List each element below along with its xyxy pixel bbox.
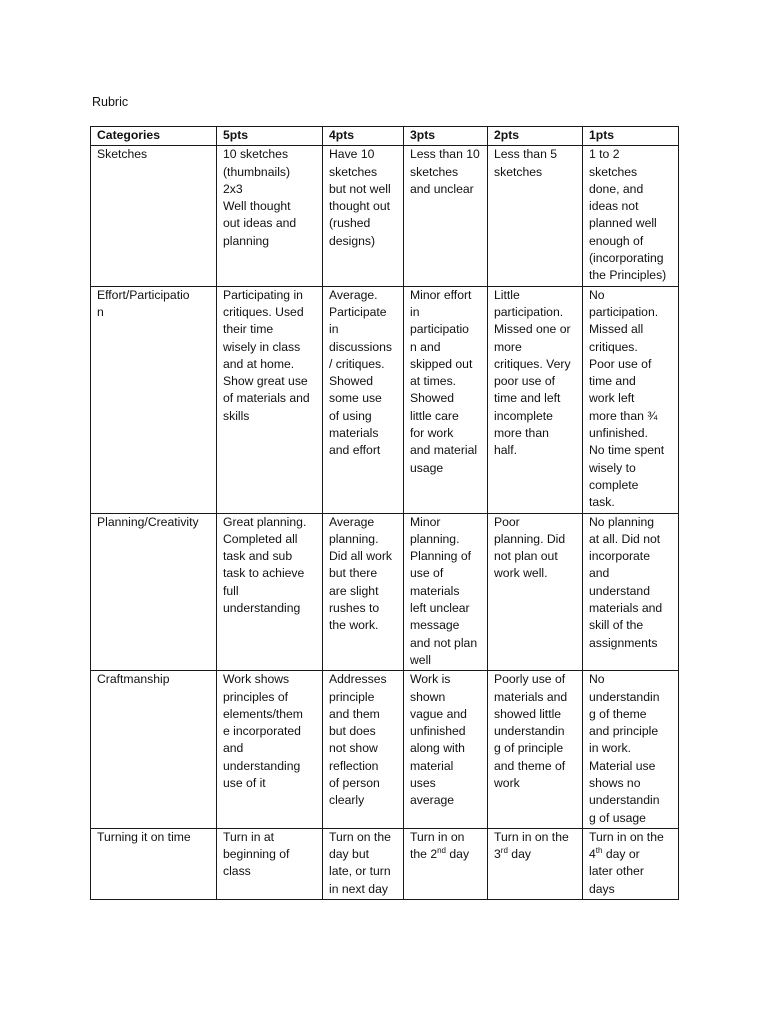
score-cell (488, 671, 583, 829)
cell-text-tail: day or later other days (589, 847, 644, 896)
score-cell (583, 513, 679, 671)
cell-text-tail: day (507, 847, 531, 862)
score-cell (488, 828, 583, 899)
category-cell (91, 286, 217, 513)
header-row (91, 127, 679, 146)
rubric-table (90, 126, 679, 900)
score-cell (323, 828, 404, 899)
cell-text: Minor planning. Planning of use of materials left unclear message and not plan well (410, 514, 478, 667)
score-cell (323, 286, 404, 513)
cell-text: Little participation. Missed one or more critiques. Very poor use of time and left incomplete more than half. (494, 287, 571, 458)
score-cell (404, 513, 488, 671)
score-cell (583, 146, 679, 286)
ordinal-suffix: rd (500, 846, 508, 856)
cell-text: Less than 10 sketches and unclear (410, 147, 480, 196)
score-cell (323, 146, 404, 286)
cell-text: No planning at all. Did not incorporate and understand materials and skill of the assignments (589, 514, 663, 650)
table-row (91, 828, 679, 899)
cell-text: 1 to 2 sketches done, and ideas not planned well enough of (incorporating the Principles) (589, 147, 667, 283)
table-row (91, 671, 679, 829)
score-cell (323, 671, 404, 829)
header-4pts: 4pts (323, 127, 404, 146)
page-title: Rubric (92, 95, 129, 109)
cell-text: No participation. Missed all critiques. Poor use of time and work left more than ¾ unfinished. No time spent wisely to complete task. (589, 287, 665, 510)
cell-text: Average. Participate in discussions / critiques. Showed some use of using materials and effort (329, 287, 392, 458)
category-label: Effort/Participatio n (97, 287, 190, 319)
header-5pts: 5pts (217, 127, 323, 146)
score-cell (217, 828, 323, 899)
table-row (91, 513, 679, 671)
cell-text: Less than 5 sketches (494, 147, 558, 179)
category-cell (91, 146, 217, 286)
score-cell (583, 286, 679, 513)
cell-text: Turn in at beginning of class (223, 829, 290, 879)
cell-text: Participating in critiques. Used their time wisely in class and at home. Show great use of materials and skills (223, 287, 310, 423)
cell-text: Turn in on the 3 (494, 829, 569, 862)
cell-text: Poorly use of materials and showed little understandin g of principle and theme of work (494, 672, 568, 790)
score-cell (583, 671, 679, 829)
score-cell (323, 513, 404, 671)
category-cell (91, 513, 217, 671)
score-cell (488, 146, 583, 286)
score-cell (217, 513, 323, 671)
cell-text: Have 10 sketches but not well thought out (rushed designs) (329, 147, 391, 248)
cell-text: Poor planning. Did not plan out work well. (494, 514, 566, 581)
cell-text: Minor effort in participatio n and skipped out at times. Showed little care for work and material usage (410, 287, 478, 475)
cell-text: Turn on the day but late, or turn in next day (329, 829, 391, 896)
score-cell (217, 286, 323, 513)
score-cell (583, 828, 679, 899)
cell-text: Work is shown vague and unfinished along with material uses average (410, 672, 467, 808)
cell-text-tail: day (446, 847, 470, 862)
cell-text: 10 sketches (thumbnails) 2x3 Well thought out ideas and planning (223, 147, 297, 248)
ordinal-suffix: th (595, 846, 603, 856)
score-cell (404, 286, 488, 513)
cell-text: Work shows principles of elements/them e incorporated and understanding use of it (223, 672, 303, 790)
table-row (91, 286, 679, 513)
header-categories: Categories (91, 127, 217, 146)
score-cell (404, 671, 488, 829)
category-label: Sketches (97, 147, 148, 162)
cell-text: Average planning. Did all work but there are slight rushes to the work. (329, 514, 392, 633)
header-3pts: 3pts (404, 127, 488, 146)
category-label: Turning it on time (97, 829, 191, 844)
cell-text: Great planning. Completed all task and sub task to achieve full understanding (223, 514, 307, 616)
cell-text: No understandin g of theme and principle in work. Material use shows no understandin g of usage (589, 672, 660, 825)
score-cell (217, 146, 323, 286)
category-label: Craftmanship (97, 672, 170, 687)
cell-text: Turn in on the 4 (589, 829, 664, 862)
category-cell (91, 671, 217, 829)
score-cell (404, 828, 488, 899)
header-2pts: 2pts (488, 127, 583, 146)
score-cell (217, 671, 323, 829)
score-cell (404, 146, 488, 286)
cell-text: Turn in on the 2 (410, 829, 465, 862)
category-cell (91, 828, 217, 899)
score-cell (488, 286, 583, 513)
score-cell (488, 513, 583, 671)
category-label: Planning/Creativity (97, 514, 199, 529)
cell-text: Addresses principle and them but does not show reflection of person clearly (329, 672, 387, 808)
header-1pts: 1pts (583, 127, 679, 146)
ordinal-suffix: nd (437, 846, 447, 856)
table-row (91, 146, 679, 286)
